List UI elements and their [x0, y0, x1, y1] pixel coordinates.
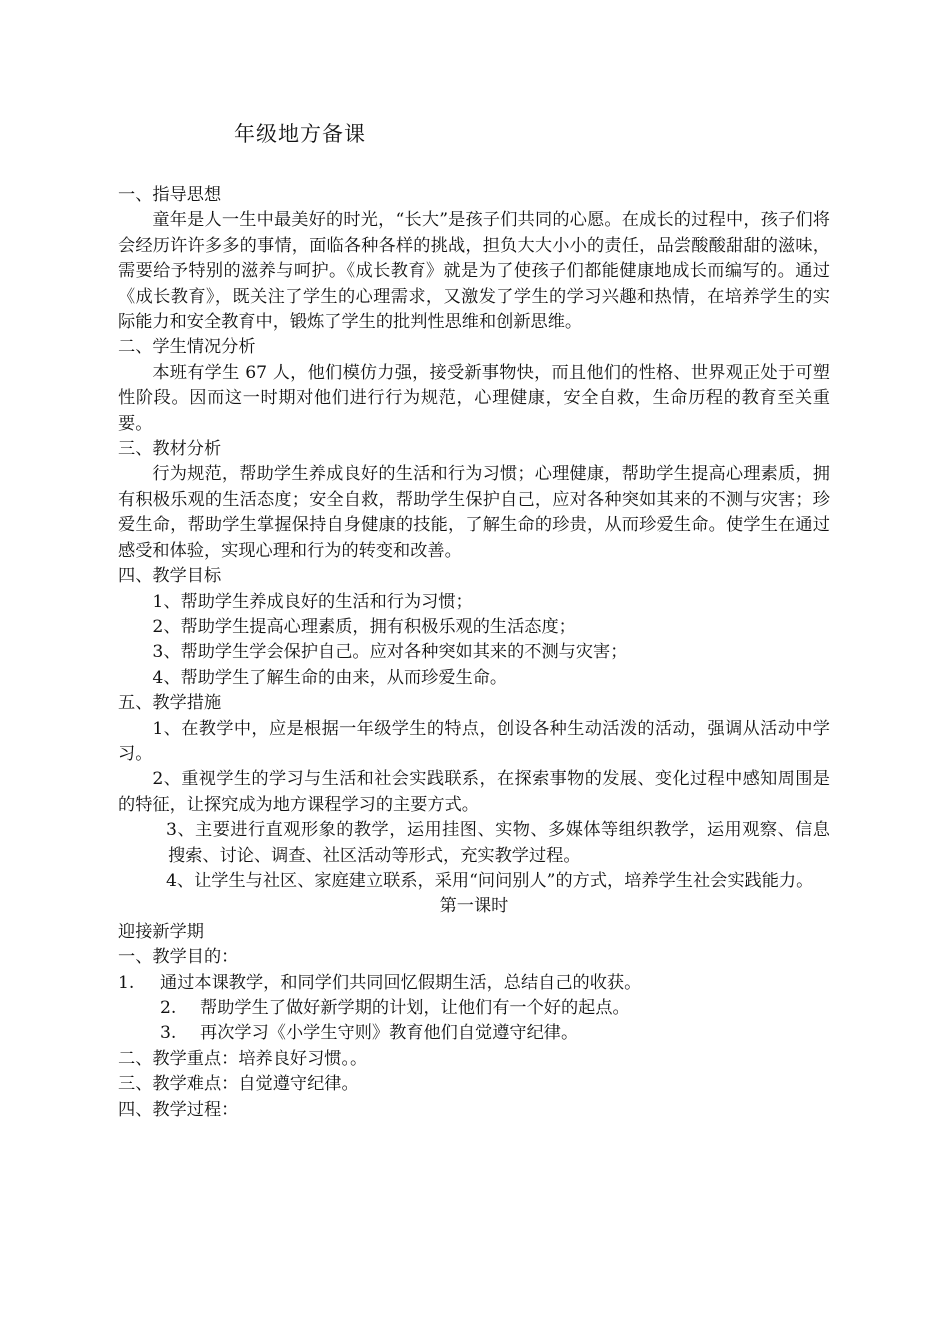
teaching-goal-item: 3、帮助学生学会保护自己。应对各种突如其来的不测与灾害；	[152, 642, 628, 663]
lesson-goal-text: 通过本课教学，和同学们共同回忆假期生活，总结自己的收获。	[160, 972, 642, 993]
lesson-difficulty: 三、教学难点：自觉遵守纪律。	[118, 1074, 359, 1095]
paragraph-textbook-analysis: 行为规范，帮助学生养成良好的生活和行为习惯；心理健康，帮助学生提高心理素质，拥有积极乐观的生活态度；安全自救，帮助学生保护自己，应对各种突如其来的不测与灾害；珍爱生命，帮助学生掌握保持自身健康的技能，了解生命的珍贵，从而珍爱生命。使学生在通过感受和体验，实现心理和行为的转变和改善。	[118, 464, 830, 561]
lesson-goal-text: 帮助学生了做好新学期的计划，让他们有一个好的起点。	[200, 998, 630, 1018]
lesson-goal-heading: 一、教学目的：	[118, 947, 239, 968]
teaching-goal-item: 1、帮助学生养成良好的生活和行为习惯；	[152, 591, 473, 612]
lesson-goal-number: 2.	[160, 998, 177, 1018]
teaching-measure-paragraph: 1、在教学中，应是根据一年级学生的特点，创设各种生动活泼的活动，强调从活动中学习。	[118, 718, 830, 764]
lesson-name: 迎接新学期	[118, 921, 204, 942]
teaching-goal-item: 4、帮助学生了解生命的由来，从而珍爱生命。	[152, 667, 508, 688]
lesson-process-heading: 四、教学过程：	[118, 1099, 239, 1120]
lesson-goal-item	[118, 971, 830, 996]
section-heading-student-analysis: 二、学生情况分析	[118, 337, 256, 358]
paragraph-guiding-thought: 童年是人一生中最美好的时光，“长大”是孩子们共同的心愿。在成长的过程中，孩子们将会经历许许多多的事情，面临各种各样的挑战，担负大大小小的责任，品尝酸酸甜甜的滋味，需要给予特别的滋养与呵护。《成长教育》就是为了使孩子们都能健康地成长而编写的。通过《成长教育》，既关注了学生的心理需求，又激发了学生的学习兴趣和热情，在培养学生的实际能力和安全教育中，锻炼了学生的批判性思维和创新思维。	[118, 210, 830, 333]
section-heading-textbook-analysis: 三、教材分析	[118, 439, 222, 460]
document-title: 年级地方备课	[234, 122, 366, 146]
lesson-title: 第一课时	[439, 896, 509, 917]
document-body	[118, 183, 830, 1123]
section-heading-teaching-measures: 五、教学措施	[118, 693, 222, 714]
paragraph-student-analysis: 本班有学生 67 人，他们模仿力强，接受新事物快，而且他们的性格、世界观正处于可塑性阶段。因而这一时期对他们进行行为规范，心理健康，安全自救，生命历程的教育至关重要。	[118, 362, 830, 434]
lesson-goal-item	[118, 996, 830, 1021]
lesson-goal-number: 1.	[118, 972, 135, 993]
teaching-measure-paragraph: 4、让学生与社区、家庭建立联系，采用“问问别人”的方式，培养学生社会实践能力。	[166, 870, 814, 891]
section-heading-teaching-goals: 四、教学目标	[118, 566, 222, 587]
section-heading-guiding-thought: 一、指导思想	[118, 185, 222, 205]
lesson-key-point: 二、教学重点：培养良好习惯。。	[118, 1048, 368, 1069]
teaching-measure-paragraph: 3、主要进行直观形象的教学，运用挂图、实物、多媒体等组织教学，运用观察、信息搜索、讨论、调查、社区活动等形式，充实教学过程。	[166, 820, 830, 866]
lesson-goal-item	[118, 1021, 830, 1046]
teaching-goal-item: 2、帮助学生提高心理素质，拥有积极乐观的生活态度；	[152, 616, 576, 637]
lesson-goal-text: 再次学习《小学生守则》教育他们自觉遵守纪律。	[200, 1023, 579, 1044]
teaching-measure-paragraph: 2、重视学生的学习与生活和社会实践联系，在探索事物的发展、变化过程中感知周围是的特征，让探究成为地方课程学习的主要方式。	[118, 769, 830, 815]
lesson-goal-number: 3.	[160, 1023, 177, 1044]
